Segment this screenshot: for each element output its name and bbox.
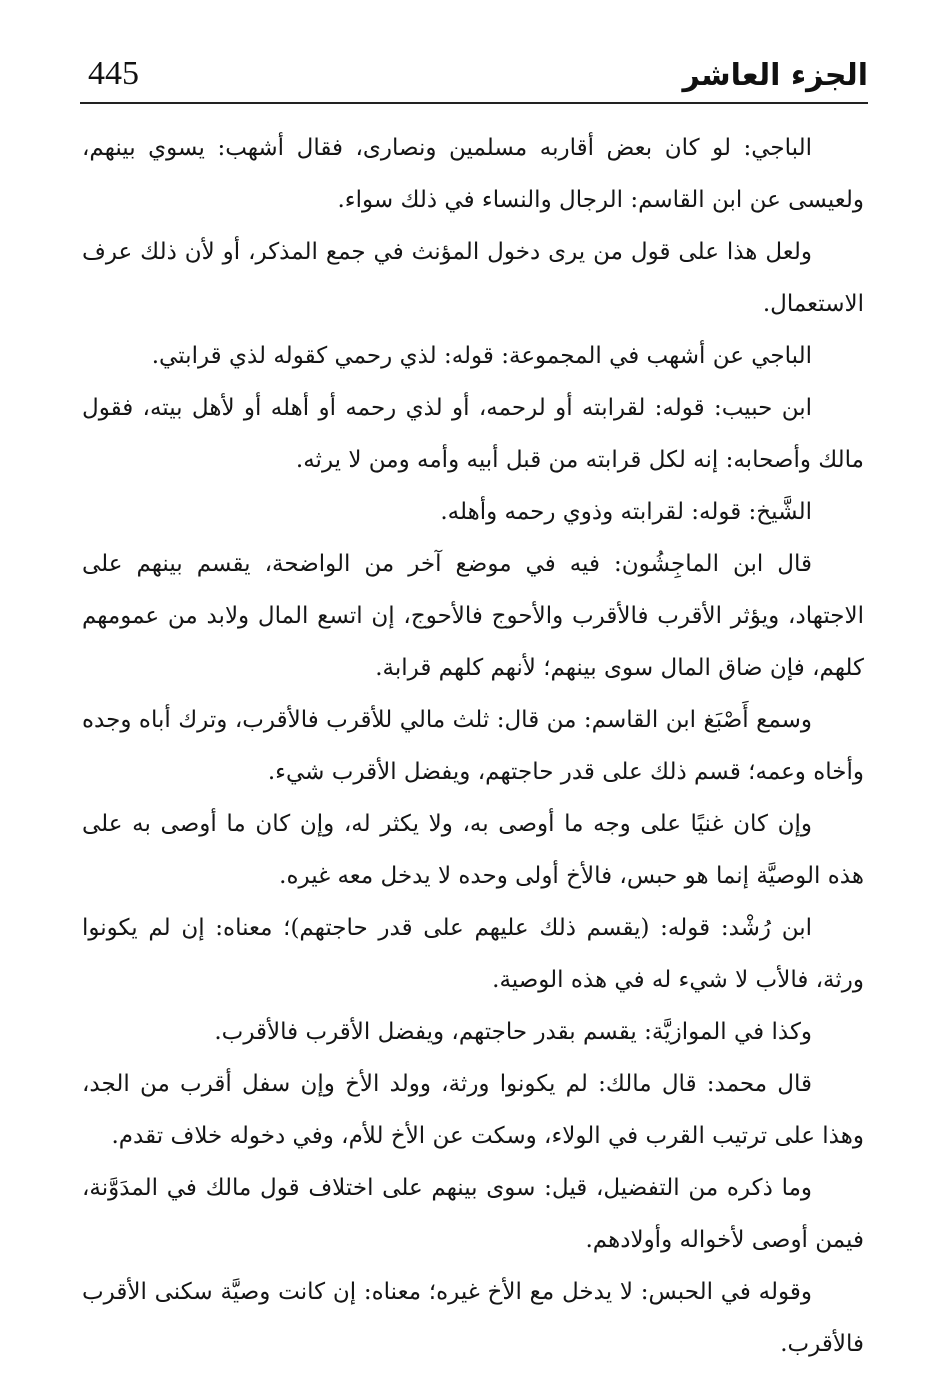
paragraph: ولعل هذا على قول من يرى دخول المؤنث في جمع المذكر، أو لأن ذلك عرف الاستعمال. (82, 239, 864, 317)
paragraph: قال محمد: قال مالك: لم يكونوا ورثة، وولد الأخ وإن سفل أقرب من الجد، وهذا على ترتيب القرب في الولاء، وسكت عن الأخ للأم، وفي دخوله خلاف تقدم. (82, 1071, 864, 1149)
page-header (80, 52, 868, 102)
paragraph: وما ذكره من التفضيل، قيل: سوى بينهم على اختلاف قول مالك في المدَوَّنة، فيمن أوصى لأخواله وأولادهم. (82, 1175, 864, 1253)
paragraph: وكذا في الموازيَّة: يقسم بقدر حاجتهم، ويفضل الأقرب فالأقرب. (214, 1019, 812, 1045)
paragraph: الشَّيخ: قوله: لقرابته وذوي رحمه وأهله. (440, 499, 812, 525)
paragraph: وسمع أَصْبَغ ابن القاسم: من قال: ثلث مالي للأقرب فالأقرب، وترك أباه وجده وأخاه وعمه؛ قسم ذلك على قدر حاجتهم، ويفضل الأقرب شيء. (82, 707, 864, 785)
page-number: 445 (88, 55, 139, 92)
running-title: الجزء العاشر (682, 58, 868, 93)
paragraph: ابن رُشْد: قوله: (يقسم ذلك عليهم على قدر حاجتهم)؛ معناه: إن لم يكونوا ورثة، فالأب لا شيء له في هذه الوصية. (82, 915, 864, 993)
header-divider (80, 102, 868, 104)
paragraph: الباجي عن أشهب في المجموعة: قوله: لذي رحمي كقوله لذي قرابتي. (151, 343, 812, 369)
paragraph: ابن حبيب: قوله: لقرابته أو لرحمه، أو لذي رحمه أو أهله أو لأهل بيته، فقول مالك وأصحابه: إنه لكل قرابته من قبل أبيه وأمه ومن لا يرثه. (82, 395, 864, 473)
body-text (82, 122, 864, 1370)
paragraph: وإن كان غنيًا على وجه ما أوصى به، ولا يكثر له، وإن كان ما أوصى به على هذه الوصيَّة إنما هو حبس، فالأخ أولى وحده لا يدخل معه غيره. (82, 811, 864, 889)
paragraph: قال ابن الماجِشُون: فيه في موضع آخر من الواضحة، يقسم بينهم على الاجتهاد، ويؤثر الأقرب فالأقرب والأحوج فالأحوج، إن اتسع المال ولابد من عمومهم كلهم، فإن ضاق المال سوى بينهم؛ لأنهم كلهم قرابة. (82, 551, 864, 681)
paragraph: وقوله في الحبس: لا يدخل مع الأخ غيره؛ معناه: إن كانت وصيَّة سكنى الأقرب فالأقرب. (82, 1279, 864, 1357)
paragraph: الباجي: لو كان بعض أقاربه مسلمين ونصارى، فقال أشهب: يسوي بينهم، ولعيسى عن ابن القاسم: الرجال والنساء في ذلك سواء. (82, 135, 864, 213)
